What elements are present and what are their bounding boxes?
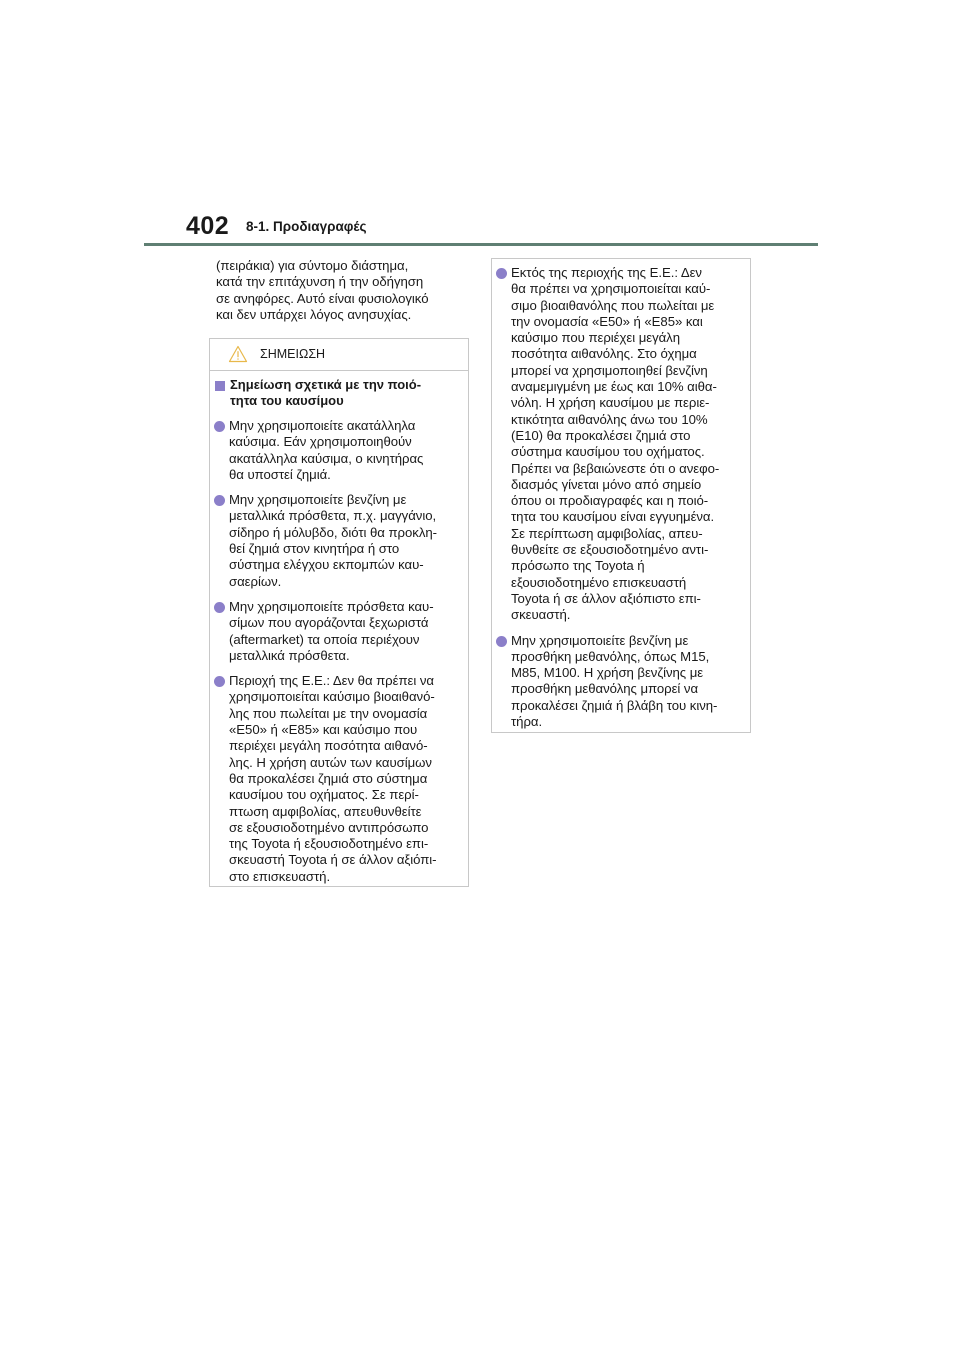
bullet-line: νόλη. Η χρήση καυσίμου με περιε- [511,395,710,411]
bullet-line: Πρέπει να βεβαιώνεστε ότι ο ανεφο- [511,460,720,476]
bullet-line: «E50» ή «E85» και καύσιμο που [229,722,418,738]
bullet-line: όπου οι προδιαγραφές και η ποιό- [511,493,709,509]
bullet-line: θυνθείτε σε εξουσιοδοτημένο αντι- [511,542,709,558]
bullet-line: Toyota ή σε άλλον αξιόπιστο επι- [511,590,701,606]
bullet-item [492,633,750,731]
bullet-line: ακατάλληλα καύσιμα, ο κινητήρας [229,450,424,466]
bullet-line: εξουσιοδοτημένο επισκευαστή [511,574,687,590]
bullet-line: προσθήκη μεθανόλης μπορεί να [511,681,699,697]
bullet-item [210,418,468,483]
bullet-line: Μην χρησιμοποιείτε ακατάλληλα [229,418,416,433]
bullet-dot-icon [214,676,225,687]
header-rule [144,243,818,246]
bullet-line: σκευαστή Toyota ή σε άλλον αξιόπι- [229,852,437,868]
bullet-line: της Toyota ή εξουσιοδοτημένο επι- [229,836,429,852]
bullet-item [492,265,750,624]
bullet-line: πρόσωπο της Toyota ή [511,558,645,574]
intro-paragraph [216,258,428,323]
bullet-line: Μην χρησιμοποιείτε βενζίνη με [229,492,407,508]
bullet-line: θεί ζημιά στον κινητήρα ή στο [229,541,400,557]
bullet-item [210,673,468,885]
note-box [209,338,469,887]
bullet-line: Εκτός της περιοχής της Ε.Ε.: Δεν [511,265,702,280]
intro-line: σε ανηφόρες. Αυτό είναι φυσιολογικό [216,290,429,306]
bullet-line: περιέχει μεγάλη ποσότητα αιθανό- [229,738,428,754]
bullet-line: διασμός γίνεται μόνο από σημείο [511,476,702,492]
bullet-line: σαερίων. [229,573,282,589]
bullet-line: σύστημα καυσίμου του οχήματος. [511,444,705,460]
intro-line: και δεν υπάρχει λόγος ανησυχίας. [216,306,412,322]
note-label: ΣΗΜΕΙΩΣΗ [260,347,326,361]
intro-line: (πειράκια) για σύντομο διάστημα, [216,258,409,273]
bullet-line: αναμεμιγμένη με έως και 10% αιθα- [511,379,717,395]
bullet-line: προκαλέσει ζημιά ή βλάβη του κινη- [511,697,718,713]
bullet-line: τήρα. [511,714,543,730]
bullet-line: σιμο βιοαιθανόλης που πωλείται με [511,297,715,313]
bullet-line: μπορεί να χρησιμοποιηθεί βενζίνη [511,362,708,378]
note-header [210,339,468,371]
bullet-line: σύστημα ελέγχου εκπομπών καυ- [229,557,424,573]
bullet-line: πτωση αμφιβολίας, απευθυνθείτε [229,803,422,819]
bullet-item [210,599,468,664]
bullet-dot-icon [214,421,225,432]
bullet-dot-icon [496,268,507,279]
bullet-line: Σε περίπτωση αμφιβολίας, απευ- [511,525,703,541]
note-subheading [210,377,468,409]
bullet-line: τητα του καυσίμου είναι εγγυημένα. [511,509,715,525]
square-bullet-icon [215,381,225,391]
note-box-continued [491,258,751,733]
bullet-line: την ονομασία «E50» ή «E85» και [511,313,703,329]
bullet-line: σκευαστή. [511,607,571,623]
bullet-dot-icon [214,495,225,506]
bullet-line: καύσιμο που περιέχει μεγάλη [511,330,681,346]
warning-triangle-icon [228,345,248,363]
bullet-line: Μην χρησιμοποιείτε πρόσθετα καυ- [229,598,434,614]
bullet-item [210,492,468,590]
bullet-line: μεταλλικά πρόσθετα, π.χ. μαγγάνιο, [229,508,437,524]
bullet-line: (aftermarket) τα οποία περιέχουν [229,631,420,647]
bullet-line: κτικότητα αιθανόλης άνω του 10% [511,411,708,427]
bullet-dot-icon [214,602,225,613]
bullet-line: Μην χρησιμοποιείτε βενζίνη με [511,632,689,648]
bullet-line: καυσίμου του οχήματος. Σε περί- [229,787,419,803]
intro-line: κατά την επιτάχυνση ή την οδήγηση [216,274,424,290]
bullet-line: M85, M100. Η χρήση βενζίνης με [511,665,704,681]
bullet-line: λης που πωλείται με την ονομασία [229,705,428,721]
bullet-line: θα πρέπει να χρησιμοποιείται καύ- [511,281,711,297]
bullet-line: (E10) θα προκαλέσει ζημιά στο [511,427,691,443]
bullet-line: στο επισκευαστή. [229,868,331,884]
section-title: 8-1. Προδιαγραφές [246,219,367,234]
bullet-line: σίδηρο ή μόλυβδο, διότι θα προκλη- [229,524,437,540]
bullet-dot-icon [496,636,507,647]
bullet-line: Περιοχή της Ε.Ε.: Δεν θα πρέπει να [229,673,434,689]
bullet-line: μεταλλικά πρόσθετα. [229,647,350,663]
bullet-line: χρησιμοποιείται καύσιμο βιοαιθανό- [229,689,435,705]
subheading-line: Σημείωση σχετικά με την ποιό- [230,377,422,392]
bullet-line: θα υποστεί ζημιά. [229,466,331,482]
page-number: 402 [186,212,230,240]
bullet-line: ποσότητα αιθανόλης. Στο όχημα [511,346,697,362]
bullet-line: προσθήκη μεθανόλης, όπως M15, [511,648,710,664]
bullet-line: σε εξουσιοδοτημένο αντιπρόσωπο [229,819,429,835]
bullet-line: λης. Η χρήση αυτών των καυσίμων [229,754,432,770]
bullet-line: σίμων που αγοράζονται ξεχωριστά [229,615,429,631]
subheading-line: τητα του καυσίμου [230,393,344,408]
bullet-line: θα προκαλέσει ζημιά στο σύστημα [229,770,428,786]
bullet-line: καύσιμα. Εάν χρησιμοποιηθούν [229,434,412,450]
